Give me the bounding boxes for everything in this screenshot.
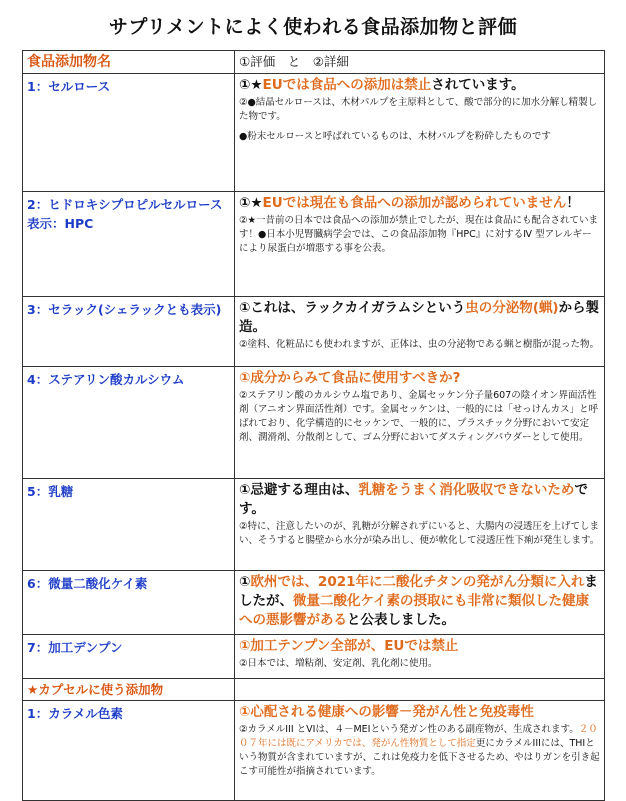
table-row — [23, 367, 605, 479]
additive-name-cell — [23, 367, 235, 479]
lead-text: ① — [239, 574, 251, 590]
evaluation-cell — [235, 635, 605, 679]
lead-text: ①★ — [239, 195, 263, 211]
additive-name: 1：カラメル色素 — [27, 706, 123, 721]
lead-text: されています。 — [431, 77, 525, 93]
section-title: ★カプセルに使う添加物 — [23, 679, 235, 701]
additive-name-cell — [23, 192, 235, 297]
evaluation-detail: ②★一昔前の日本では食品への添加が禁止でしたが、現在は食品にも配合されています！●日本小児腎臓病学会では、この食品添加物『HPC』に対するⅣ 型アレルギーにより尿蛋白が増悪する事を公表。 — [239, 215, 599, 254]
additive-name-cell — [23, 635, 235, 679]
evaluation-lead — [239, 637, 600, 656]
lead-highlight: 微量二酸化ケイ素の摂取にも非常に類似した健康への悪影響がある — [239, 593, 590, 628]
header-additive-name: 食品添加物名 — [23, 51, 235, 74]
table-row — [23, 74, 605, 192]
detail-text: ②カラメルIII とVIは、４－MEIという発ガン性のある副産物が、生成されます。 — [239, 724, 579, 735]
header-evaluation: ①評価 と ②詳細 — [235, 51, 605, 74]
table-row — [23, 297, 605, 367]
evaluation-detail: ②●結晶セルロースは、木材パルプを主原料として、酸で部分的に加水分解し精製した物です。 — [239, 97, 598, 122]
table-row — [23, 571, 605, 635]
table-row — [23, 701, 605, 801]
evaluation-cell — [235, 701, 605, 801]
evaluation-lead — [239, 481, 600, 519]
lead-highlight: 乳糖をうまく消化吸収できないため — [358, 482, 575, 498]
lead-highlight: ①加工テンプン全部が、EUでは禁止 — [239, 638, 459, 654]
detail-highlight: ２００７年には既にアメリカでは、発がん性物質として指定 — [239, 724, 598, 749]
lead-highlight: ①成分からみて食品に使用すべきか? — [239, 370, 461, 386]
additive-name: 7：加工デンプン — [27, 640, 123, 655]
lead-text: から製造。 — [239, 300, 600, 335]
lead-text: ！ — [566, 195, 580, 211]
page-title: サプリメントによく使われる食品添加物と評価 — [108, 16, 518, 38]
lead-highlight: EUでは現在も食品への添加が認められていません — [262, 195, 567, 211]
additive-name-cell — [23, 571, 235, 635]
evaluation-detail: ②日本では、増粘剤、安定剤、乳化剤に使用。 — [239, 658, 438, 669]
evaluation-detail: ②塗料、化粧品にも使われますが、正体は、虫の分泌物である蝋と樹脂が混った物。 — [239, 339, 600, 350]
evaluation-cell — [235, 571, 605, 635]
evaluation-lead — [239, 76, 600, 95]
additives-table — [22, 50, 605, 801]
additive-name-cell — [23, 297, 235, 367]
evaluation-detail: ②ステアリン酸のカルシウム塩であり、金属セッケン分子量607の陰イオン界面活性剤（アニオン界面活性剤）です。金属セッケンは、一般的には「せっけんカス」と呼ばれており、化学構造的にセッケンで、一般的に、プラスチック分野において安定剤、潤滑剤、分散剤として、ゴム分野においてダスティングパウダーとして使用。 — [239, 390, 599, 443]
additive-name: 2：ヒドロキシプロピルセルロース — [27, 197, 223, 212]
evaluation-lead — [239, 369, 600, 388]
additive-name: 6：微量二酸化ケイ素 — [27, 576, 148, 591]
evaluation-cell — [235, 74, 605, 192]
additive-name-cell — [23, 479, 235, 571]
lead-highlight: EUでは食品への添加は禁止 — [262, 77, 432, 93]
table-row — [23, 635, 605, 679]
additive-name: 1：セルロース — [27, 79, 111, 94]
lead-text: と公表しました。 — [347, 612, 455, 628]
evaluation-detail: ②特に、注意したいのが、乳糖が分解されずにいると、大腸内の浸透圧を上げてしまい、そうすると腸壁から水分が染み出し、便が軟化して浸透圧性下痢が発生します。 — [239, 521, 600, 546]
evaluation-cell — [235, 367, 605, 479]
additive-name: 3：セラック(シェラックとも表示) — [27, 302, 222, 317]
evaluation-lead — [239, 703, 600, 722]
lead-text: ①これは、ラックカイガラムシという — [239, 300, 466, 316]
table-header-row — [23, 51, 605, 74]
evaluation-detail: ●粉末セルロースと呼ばれているものは、木材パルプを粉砕したものです — [239, 131, 551, 142]
evaluation-cell — [235, 192, 605, 297]
additive-name: 5：乳糖 — [27, 484, 74, 499]
evaluation-lead — [239, 573, 600, 630]
additive-name-cell — [23, 74, 235, 192]
evaluation-lead — [239, 299, 600, 337]
section-empty-cell — [235, 679, 605, 701]
additive-name-cell — [23, 701, 235, 801]
table-row — [23, 479, 605, 571]
lead-text: ましたが、 — [239, 574, 598, 609]
lead-highlight: ①心配される健康への影響－発がん性と免疫毒性 — [239, 704, 534, 720]
lead-text: ①★ — [239, 77, 263, 93]
evaluation-cell — [235, 297, 605, 367]
lead-text: ①忌避する理由は、 — [239, 482, 359, 498]
lead-highlight: 虫の分泌物(蝋) — [465, 300, 559, 316]
additive-label-note: 表示：HPC — [27, 216, 94, 231]
evaluation-lead — [239, 194, 600, 213]
table-row — [23, 192, 605, 297]
additive-name: 4：ステアリン酸カルシウム — [27, 372, 185, 387]
lead-highlight: 欧州では、2021年に二酸化チタンの発がん分類に入れ — [250, 574, 585, 590]
detail-text: 更にカラメルIIIには、THIという物質が含まれていますが、これは免疫力を低下させるため、やはりガンを引き起こす可能性が指摘されています。 — [239, 738, 600, 777]
lead-text: です。 — [239, 482, 588, 517]
evaluation-cell — [235, 479, 605, 571]
section-row — [23, 679, 605, 701]
evaluation-detail — [239, 723, 600, 779]
